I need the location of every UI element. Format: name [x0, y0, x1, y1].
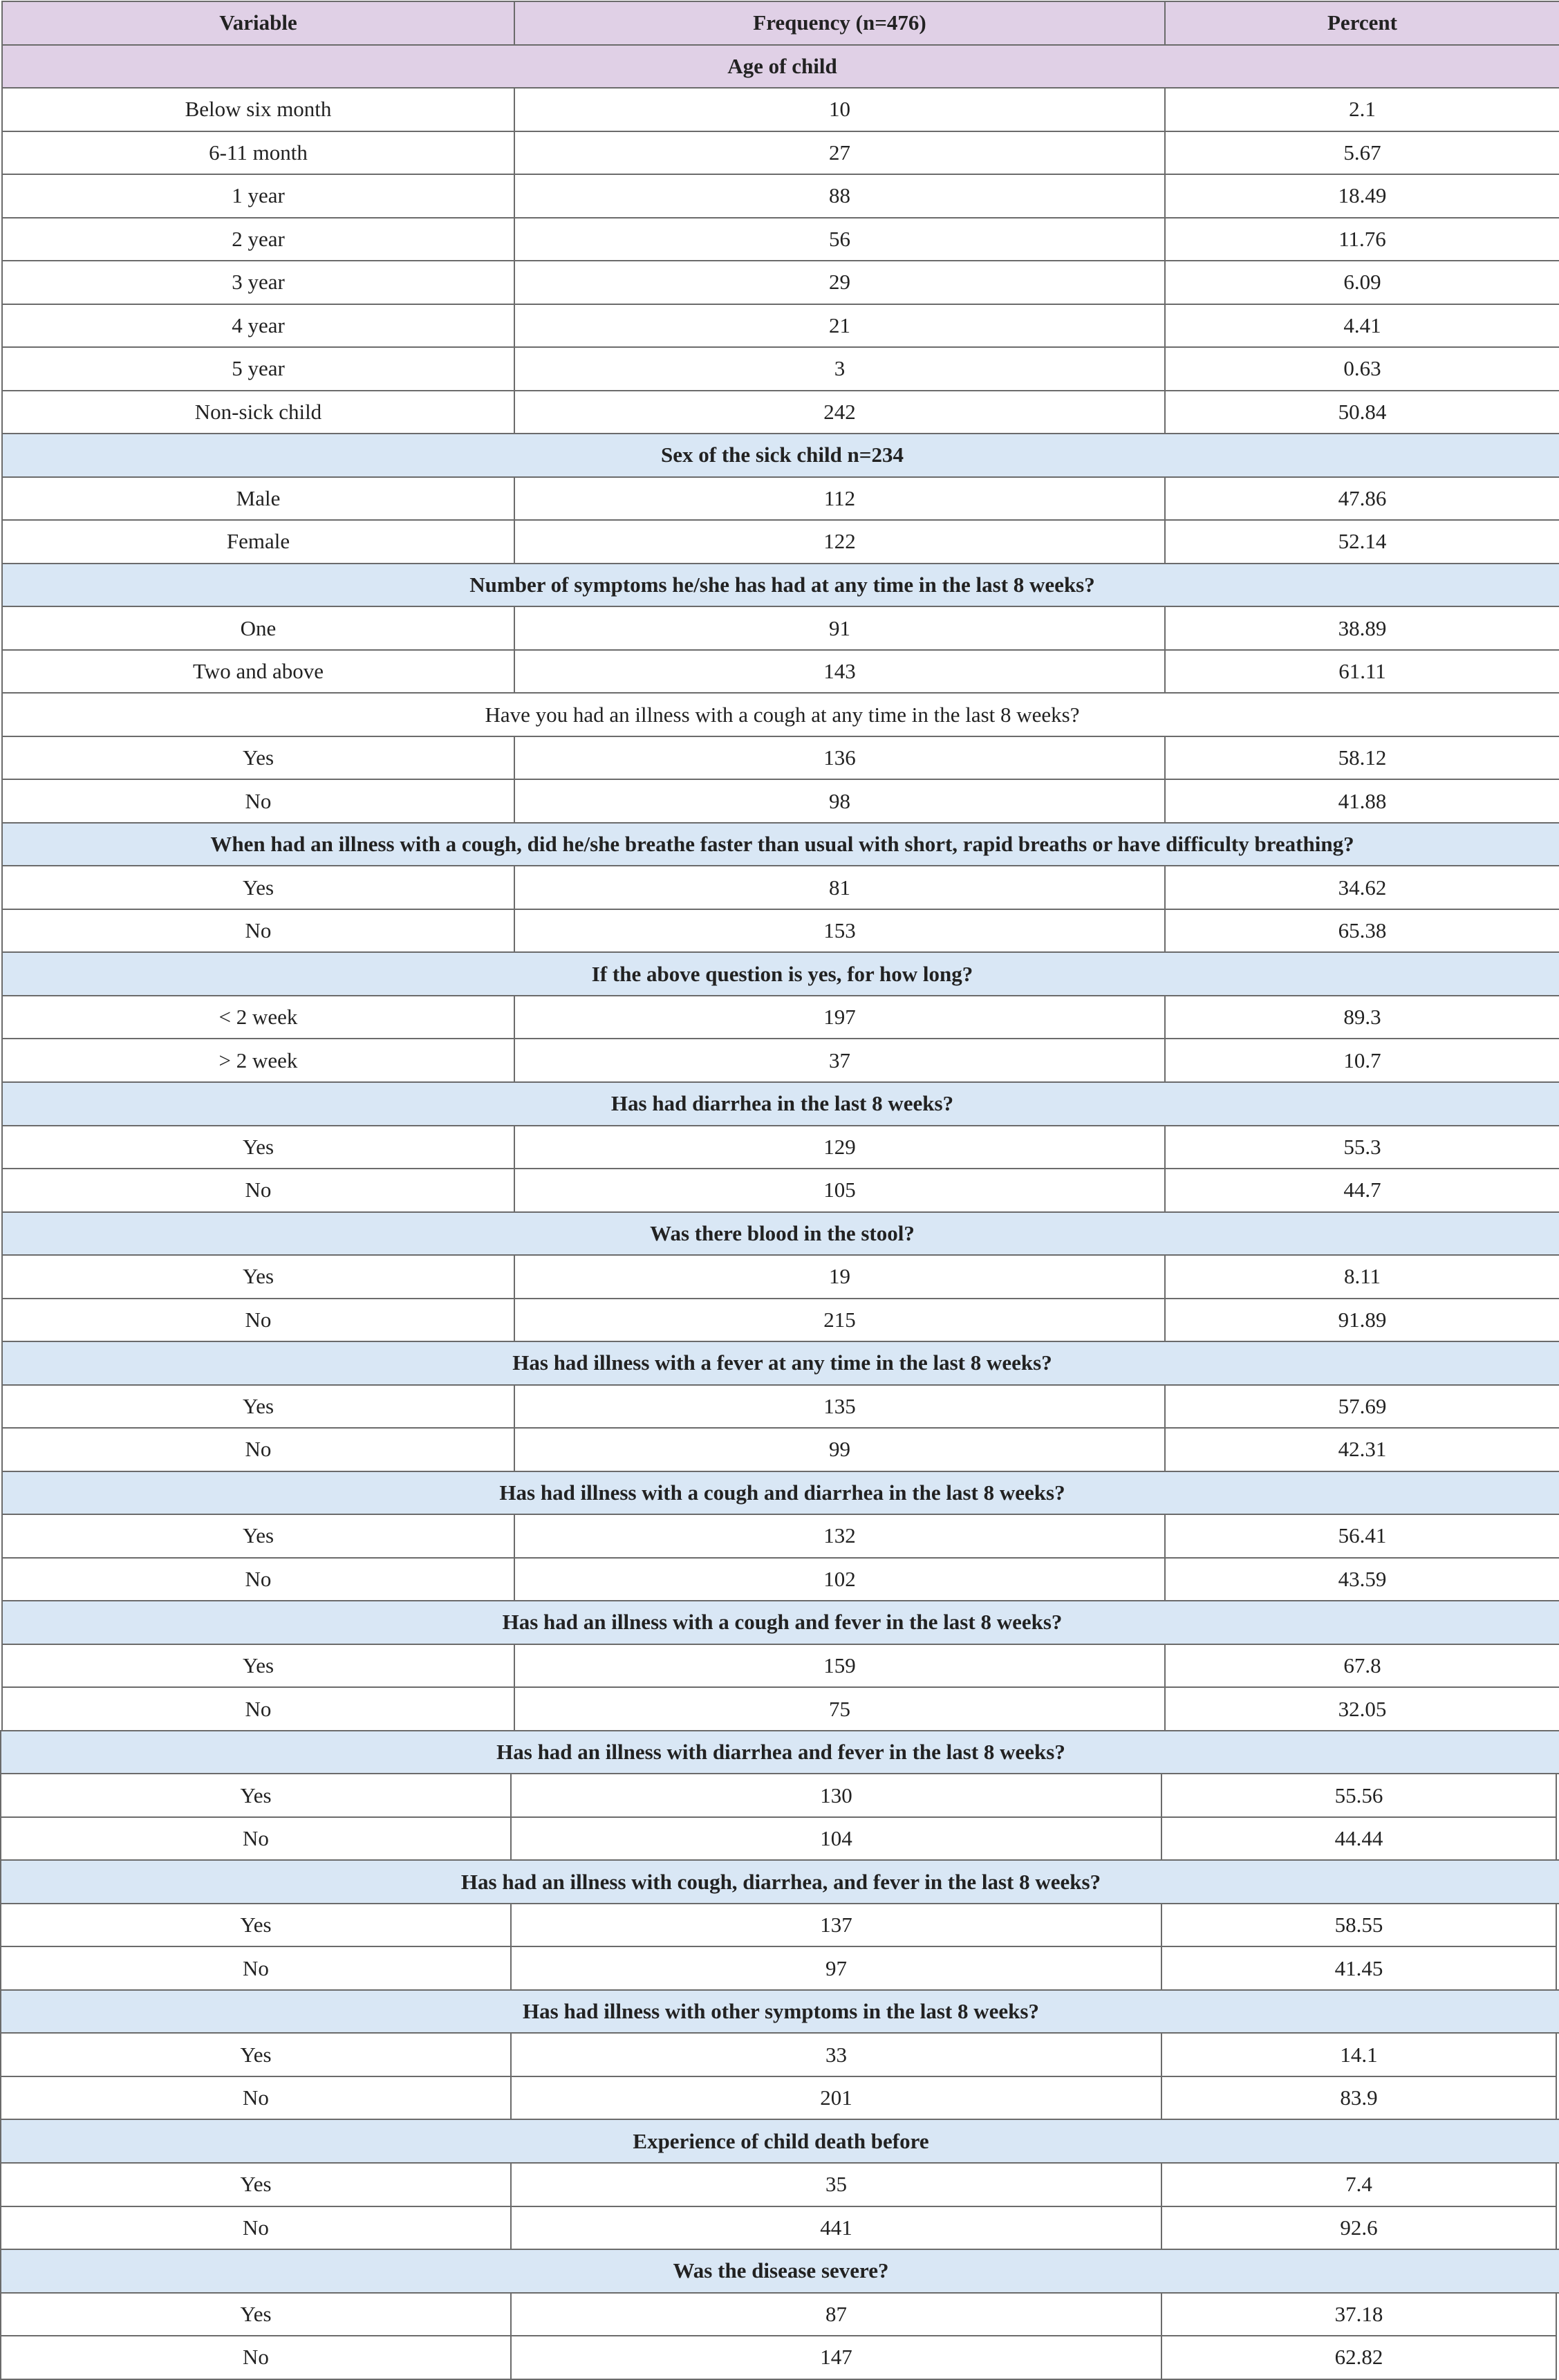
column-header-frequency: Frequency (n=476) [514, 1, 1166, 46]
table-row [0, 1816, 1556, 1860]
section-row [0, 2119, 1559, 2162]
frequency-cell: 104 [510, 1816, 1162, 1861]
frequency-cell: 99 [514, 1427, 1166, 1472]
percent-cell: 56.41 [1164, 1514, 1559, 1559]
frequency-cell: 147 [510, 2335, 1162, 2380]
variable-cell: Yes [1, 1514, 515, 1559]
table-row [1, 1168, 1559, 1211]
frequency-cell: 88 [514, 174, 1166, 219]
table-row [1, 909, 1559, 952]
variable-cell: 4 year [1, 304, 515, 348]
frequency-cell: 159 [514, 1644, 1166, 1689]
variable-cell: No [1, 779, 515, 824]
percent-cell: 41.45 [1161, 1946, 1557, 1991]
variable-cell: No [0, 1816, 512, 1861]
variable-cell: 3 year [1, 260, 515, 305]
frequency-cell: 75 [514, 1686, 1166, 1731]
percent-cell: 55.3 [1164, 1125, 1559, 1170]
frequency-cell: 143 [514, 649, 1166, 694]
variable-cell: Yes [0, 2162, 512, 2207]
variable-cell: Yes [0, 1773, 512, 1818]
percent-cell: 18.49 [1164, 174, 1559, 219]
frequency-cell: 136 [514, 736, 1166, 781]
frequency-cell: 112 [514, 476, 1166, 521]
frequency-cell: 97 [510, 1946, 1162, 1991]
section-title: Number of symptoms he/she has had at any time in the last 8 weeks? [1, 563, 1559, 608]
percent-cell: 62.82 [1161, 2335, 1557, 2380]
variable-cell: No [0, 2076, 512, 2121]
percent-cell: 4.41 [1164, 304, 1559, 348]
frequency-cell: 129 [514, 1125, 1166, 1170]
table-row [1, 519, 1559, 563]
table-row [0, 2292, 1556, 2336]
table-row [1, 131, 1559, 174]
section-title: Has had diarrhea in the last 8 weeks? [1, 1081, 1559, 1126]
percent-cell: 7.4 [1161, 2162, 1557, 2207]
section-title: Have you had an illness with a cough at any time in the last 8 weeks? [1, 692, 1559, 737]
frequency-cell: 242 [514, 390, 1166, 435]
table-row [1, 390, 1559, 434]
variable-cell: Yes [0, 2032, 512, 2077]
frequency-cell: 35 [510, 2162, 1162, 2207]
table-row [1, 649, 1559, 693]
table-row [1, 865, 1559, 909]
percent-cell: 42.31 [1164, 1427, 1559, 1472]
table-row [1, 1514, 1559, 1557]
table-row [1, 346, 1559, 390]
variable-cell: 1 year [1, 174, 515, 219]
variable-cell: No [1, 1168, 515, 1213]
section-title: Age of child [1, 44, 1559, 89]
percent-cell: 34.62 [1164, 865, 1559, 910]
percent-cell: 91.89 [1164, 1298, 1559, 1343]
frequency-cell: 33 [510, 2032, 1162, 2077]
frequency-cell: 98 [514, 779, 1166, 824]
variable-cell: Female [1, 519, 515, 564]
section-row [1, 951, 1559, 995]
variable-cell: Two and above [1, 649, 515, 694]
section-row [1, 44, 1559, 88]
variable-cell: No [1, 1686, 515, 1731]
table-row [1, 1038, 1559, 1081]
percent-cell: 5.67 [1164, 131, 1559, 176]
variable-cell: No [0, 2335, 512, 2380]
section-row [1, 692, 1559, 736]
table-row [1, 476, 1559, 520]
table-row [0, 2206, 1556, 2249]
frequency-cell: 29 [514, 260, 1166, 305]
percent-cell: 65.38 [1164, 909, 1559, 954]
percent-cell: 8.11 [1164, 1254, 1559, 1299]
section-title: Has had illness with other symptoms in the last 8 weeks? [0, 1989, 1559, 2034]
frequency-cell: 102 [514, 1557, 1166, 1602]
column-header-variable: Variable [1, 1, 515, 46]
section-row [1, 1211, 1559, 1255]
frequency-cell: 201 [510, 2076, 1162, 2121]
section-row [0, 2249, 1559, 2292]
table-row [1, 1427, 1559, 1471]
table-row [0, 2076, 1556, 2119]
frequency-cell: 441 [510, 2206, 1162, 2251]
percent-cell: 92.6 [1161, 2206, 1557, 2251]
frequency-cell: 137 [510, 1903, 1162, 1948]
variable-cell: No [1, 1298, 515, 1343]
header-row [1, 1, 1559, 44]
percent-cell: 58.55 [1161, 1903, 1557, 1948]
percent-cell: 50.84 [1164, 390, 1559, 435]
table-row [1, 1254, 1559, 1298]
frequency-cell: 21 [514, 304, 1166, 348]
variable-cell: 2 year [1, 217, 515, 262]
table-row [1, 995, 1559, 1039]
variable-cell: Non-sick child [1, 390, 515, 435]
frequency-cell: 135 [514, 1384, 1166, 1429]
section-title: Has had illness with a cough and diarrhea in the last 8 weeks? [1, 1471, 1559, 1516]
variable-cell: Yes [1, 1254, 515, 1299]
table-row [0, 1946, 1556, 1989]
variable-cell: > 2 week [1, 1038, 515, 1083]
section-row [1, 563, 1559, 606]
frequency-cell: 122 [514, 519, 1166, 564]
table-row [0, 2162, 1556, 2206]
section-row [1, 1341, 1559, 1384]
frequency-cell: 153 [514, 909, 1166, 954]
percent-cell: 14.1 [1161, 2032, 1557, 2077]
variable-cell: Yes [1, 1125, 515, 1170]
percent-cell: 44.44 [1161, 1816, 1557, 1861]
section-title: Was the disease severe? [0, 2249, 1559, 2294]
table-row [1, 304, 1559, 347]
frequency-cell: 27 [514, 131, 1166, 176]
section-row [1, 433, 1559, 476]
section-row [1, 1600, 1559, 1644]
frequency-cell: 81 [514, 865, 1166, 910]
section-row [1, 1081, 1559, 1125]
section-row [0, 1989, 1559, 2033]
table-row [1, 174, 1559, 217]
table-row [0, 2032, 1556, 2076]
table-row [0, 1903, 1556, 1946]
percent-cell: 57.69 [1164, 1384, 1559, 1429]
section-title: Has had an illness with diarrhea and fever in the last 8 weeks? [0, 1730, 1559, 1775]
percent-cell: 11.76 [1164, 217, 1559, 262]
section-title: Has had illness with a fever at any time in the last 8 weeks? [1, 1341, 1559, 1386]
variable-cell: Yes [0, 1903, 512, 1948]
variable-cell: Yes [1, 1384, 515, 1429]
section-title: Experience of child death before [0, 2119, 1559, 2164]
table-row [1, 1686, 1559, 1730]
variable-cell: No [0, 2206, 512, 2251]
table-row [1, 779, 1559, 822]
frequency-cell: 215 [514, 1298, 1166, 1343]
table-row [1, 87, 1559, 131]
variable-cell: Yes [1, 1644, 515, 1689]
percent-cell: 67.8 [1164, 1644, 1559, 1689]
percent-cell: 83.9 [1161, 2076, 1557, 2121]
frequency-cell: 19 [514, 1254, 1166, 1299]
percent-cell: 41.88 [1164, 779, 1559, 824]
section-title: Has had an illness with cough, diarrhea, and fever in the last 8 weeks? [0, 1859, 1559, 1904]
percent-cell: 89.3 [1164, 995, 1559, 1040]
table-row [1, 1298, 1559, 1341]
variable-cell: No [0, 1946, 512, 1991]
variable-cell: No [1, 1557, 515, 1602]
section-row [1, 1471, 1559, 1514]
frequency-cell: 130 [510, 1773, 1162, 1818]
section-title: Has had an illness with a cough and fever in the last 8 weeks? [1, 1600, 1559, 1645]
percent-cell: 43.59 [1164, 1557, 1559, 1602]
table-row [1, 1125, 1559, 1169]
variable-cell: 5 year [1, 346, 515, 391]
percent-cell: 0.63 [1164, 346, 1559, 391]
percent-cell: 6.09 [1164, 260, 1559, 305]
variable-cell: < 2 week [1, 995, 515, 1040]
variable-cell: Yes [1, 736, 515, 781]
section-title: When had an illness with a cough, did he/she breathe faster than usual with short, rapid breaths or have difficulty breathing? [1, 822, 1559, 867]
percent-cell: 55.56 [1161, 1773, 1557, 1818]
section-row [1, 822, 1559, 866]
variable-cell: Yes [1, 865, 515, 910]
percent-cell: 47.86 [1164, 476, 1559, 521]
percent-cell: 37.18 [1161, 2292, 1557, 2337]
variable-cell: Below six month [1, 87, 515, 132]
variable-cell: One [1, 606, 515, 651]
frequency-cell: 132 [514, 1514, 1166, 1559]
percent-cell: 58.12 [1164, 736, 1559, 781]
table-row [1, 1557, 1559, 1601]
frequency-cell: 91 [514, 606, 1166, 651]
variable-cell: Yes [0, 2292, 512, 2337]
frequency-cell: 197 [514, 995, 1166, 1040]
table-row [1, 1644, 1559, 1687]
variable-cell: No [1, 909, 515, 954]
frequency-cell: 56 [514, 217, 1166, 262]
table-row [1, 606, 1559, 649]
table-row [1, 217, 1559, 261]
variable-cell: 6-11 month [1, 131, 515, 176]
percent-cell: 38.89 [1164, 606, 1559, 651]
variable-cell: No [1, 1427, 515, 1472]
section-title: If the above question is yes, for how long? [1, 951, 1559, 996]
section-title: Was there blood in the stool? [1, 1211, 1559, 1256]
table-row [0, 2335, 1556, 2379]
variable-cell: Male [1, 476, 515, 521]
table-row [1, 1384, 1559, 1428]
section-title: Sex of the sick child n=234 [1, 433, 1559, 478]
percent-cell: 32.05 [1164, 1686, 1559, 1731]
frequency-cell: 37 [514, 1038, 1166, 1083]
section-row [0, 1730, 1559, 1774]
percent-cell: 10.7 [1164, 1038, 1559, 1083]
percent-cell: 52.14 [1164, 519, 1559, 564]
percent-cell: 61.11 [1164, 649, 1559, 694]
frequency-cell: 10 [514, 87, 1166, 132]
frequency-cell: 3 [514, 346, 1166, 391]
frequency-cell: 105 [514, 1168, 1166, 1213]
table-row [1, 260, 1559, 304]
section-row [0, 1859, 1559, 1903]
table-row [0, 1773, 1556, 1816]
table-row [1, 736, 1559, 779]
percent-cell: 44.7 [1164, 1168, 1559, 1213]
column-header-percent: Percent [1164, 1, 1559, 46]
frequency-cell: 87 [510, 2292, 1162, 2337]
percent-cell: 2.1 [1164, 87, 1559, 132]
